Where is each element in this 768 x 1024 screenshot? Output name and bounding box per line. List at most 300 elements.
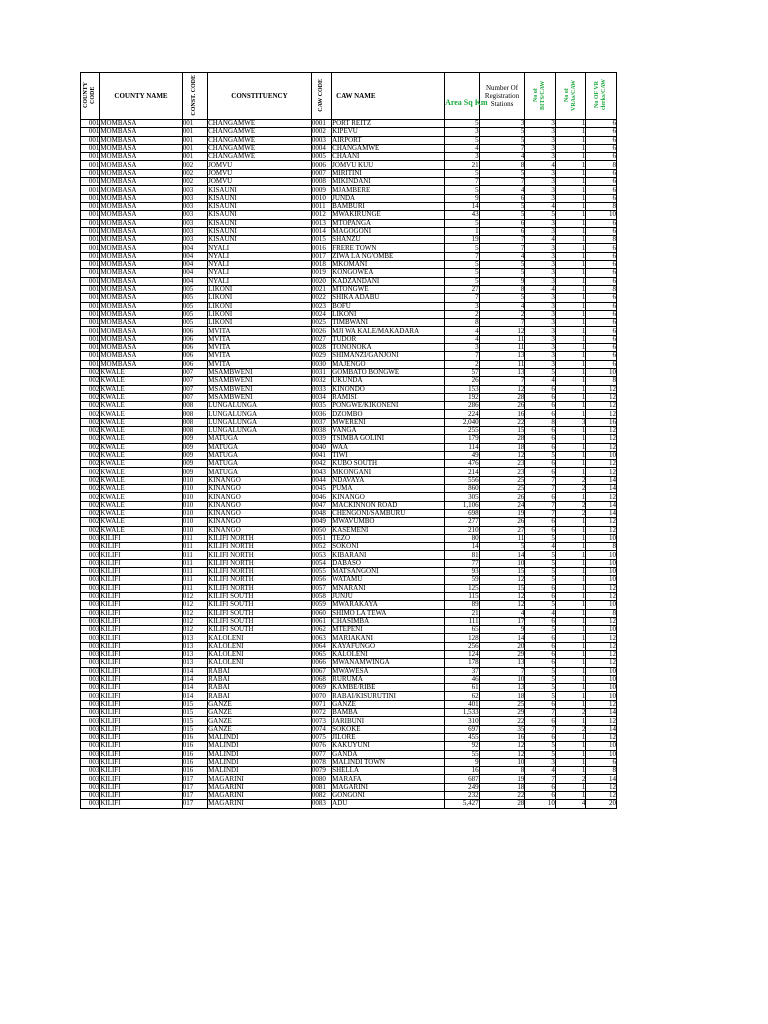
cell-bits: 3	[525, 252, 556, 260]
cell-county-name: KILIFI	[100, 667, 182, 675]
cell-const-code: 015	[182, 709, 207, 717]
cell-caw-name: SHANZU	[332, 236, 445, 244]
cell-caw-code: 0009	[311, 186, 331, 194]
cell-county-name: KWALE	[100, 526, 182, 534]
cell-caw-name: SHIKA ADABU	[332, 294, 445, 302]
cell-county-code: 001	[81, 319, 100, 327]
cell-bits: 4	[525, 285, 556, 293]
cell-clerks: 14	[586, 725, 617, 733]
cell-vras: 1	[555, 128, 586, 136]
cell-vras: 4	[555, 800, 586, 808]
table-row	[81, 551, 617, 559]
cell-stations: 4	[479, 153, 525, 161]
cell-area: 476	[445, 460, 480, 468]
cell-vras: 1	[555, 385, 586, 393]
cell-caw-code: 0003	[311, 136, 331, 144]
cell-stations: 7	[479, 377, 525, 385]
cell-caw-code: 0016	[311, 244, 331, 252]
cell-county-name: KWALE	[100, 368, 182, 376]
cell-clerks: 12	[586, 651, 617, 659]
cell-caw-name: MIKINDANI	[332, 178, 445, 186]
cell-area: 124	[445, 651, 480, 659]
cell-area: 61	[445, 684, 480, 692]
cell-stations: 8	[479, 285, 525, 293]
cell-clerks: 12	[586, 426, 617, 434]
cell-vras: 1	[555, 393, 586, 401]
cell-clerks: 6	[586, 302, 617, 310]
cell-county-code: 002	[81, 485, 100, 493]
cell-caw-name: GOMBATO BONGWE	[332, 368, 445, 376]
cell-constituency: KILIFI NORTH	[208, 543, 312, 551]
cell-county-code: 001	[81, 335, 100, 343]
cell-county-name: KWALE	[100, 460, 182, 468]
cell-bits: 6	[525, 410, 556, 418]
cell-stations: 26	[479, 493, 525, 501]
cell-constituency: KILIFI NORTH	[208, 576, 312, 584]
table-row	[81, 717, 617, 725]
cell-county-code: 003	[81, 576, 100, 584]
cell-area: 5	[445, 269, 480, 277]
cell-vras: 1	[555, 568, 586, 576]
cell-constituency: LUNGALUNGA	[208, 410, 312, 418]
cell-constituency: KILIFI NORTH	[208, 559, 312, 567]
cell-stations: 7	[479, 244, 525, 252]
cell-county-name: MOMBASA	[100, 194, 182, 202]
cell-stations: 5	[479, 261, 525, 269]
cell-county-code: 001	[81, 294, 100, 302]
cell-stations: 12	[479, 750, 525, 758]
cell-caw-code: 0022	[311, 294, 331, 302]
cell-caw-name: TSIMBA GOLINI	[332, 435, 445, 443]
cell-county-code: 003	[81, 601, 100, 609]
cell-caw-code: 0076	[311, 742, 331, 750]
cell-vras: 1	[555, 576, 586, 584]
table-body	[81, 120, 617, 809]
cell-const-code: 008	[182, 402, 207, 410]
cell-area: 3	[445, 128, 480, 136]
cell-clerks: 12	[586, 659, 617, 667]
cell-area: 401	[445, 700, 480, 708]
cell-bits: 5	[525, 368, 556, 376]
cell-county-code: 003	[81, 692, 100, 700]
table-row	[81, 443, 617, 451]
cell-caw-name: MJAMBERE	[332, 186, 445, 194]
cell-stations: 11	[479, 335, 525, 343]
cell-constituency: MALINDI	[208, 758, 312, 766]
cell-bits: 6	[525, 460, 556, 468]
cell-county-code: 002	[81, 418, 100, 426]
cell-clerks: 10	[586, 211, 617, 219]
cell-caw-name: CHAANI	[332, 153, 445, 161]
cell-county-name: KILIFI	[100, 800, 182, 808]
cell-caw-code: 0024	[311, 310, 331, 318]
cell-clerks: 12	[586, 733, 617, 741]
cell-county-code: 001	[81, 144, 100, 152]
cell-vras: 1	[555, 435, 586, 443]
cell-area: 89	[445, 601, 480, 609]
cell-caw-name: SOKONI	[332, 543, 445, 551]
cell-bits: 7	[525, 485, 556, 493]
cell-bits: 6	[525, 642, 556, 650]
table-row	[81, 634, 617, 642]
cell-caw-code: 0010	[311, 194, 331, 202]
cell-county-name: MOMBASA	[100, 144, 182, 152]
cell-stations: 5	[479, 128, 525, 136]
cell-bits: 6	[525, 393, 556, 401]
cell-caw-name: MALINDI TOWN	[332, 758, 445, 766]
cell-vras: 1	[555, 310, 586, 318]
cell-county-name: MOMBASA	[100, 310, 182, 318]
cell-clerks: 12	[586, 468, 617, 476]
cell-constituency: LIKONI	[208, 285, 312, 293]
cell-stations: 6	[479, 194, 525, 202]
cell-bits: 6	[525, 717, 556, 725]
cell-vras: 1	[555, 659, 586, 667]
cell-const-code: 016	[182, 733, 207, 741]
cell-constituency: KILIFI SOUTH	[208, 592, 312, 600]
table-row	[81, 576, 617, 584]
cell-area: 5	[445, 120, 480, 128]
cell-county-code: 003	[81, 775, 100, 783]
cell-const-code: 003	[182, 194, 207, 202]
cell-area: 5,427	[445, 800, 480, 808]
cell-stations: 24	[479, 501, 525, 509]
cell-stations: 16	[479, 733, 525, 741]
cell-constituency: MSAMBWENI	[208, 377, 312, 385]
cell-caw-code: 0073	[311, 717, 331, 725]
cell-clerks: 14	[586, 709, 617, 717]
cell-vras: 1	[555, 344, 586, 352]
cell-constituency: KINANGO	[208, 526, 312, 534]
cell-clerks: 6	[586, 186, 617, 194]
cell-constituency: KISAUNI	[208, 186, 312, 194]
cell-constituency: KALOLENI	[208, 634, 312, 642]
cell-area: 224	[445, 410, 480, 418]
cell-county-code: 002	[81, 402, 100, 410]
cell-caw-name: KINANGO	[332, 493, 445, 501]
cell-constituency: MSAMBWENI	[208, 385, 312, 393]
cell-area: 256	[445, 642, 480, 650]
cell-caw-name: CHASIMBA	[332, 617, 445, 625]
cell-bits: 5	[525, 601, 556, 609]
cell-bits: 6	[525, 385, 556, 393]
cell-area: 7	[445, 178, 480, 186]
cell-vras: 1	[555, 534, 586, 542]
cell-caw-name: PONGWE/KIKONENI	[332, 402, 445, 410]
cell-county-name: MOMBASA	[100, 327, 182, 335]
cell-constituency: LIKONI	[208, 310, 312, 318]
cell-caw-code: 0015	[311, 236, 331, 244]
cell-area: 7	[445, 294, 480, 302]
cell-constituency: GANZE	[208, 700, 312, 708]
cell-bits: 5	[525, 568, 556, 576]
table-row	[81, 742, 617, 750]
cell-bits: 5	[525, 750, 556, 758]
cell-county-name: KILIFI	[100, 725, 182, 733]
cell-stations: 8	[479, 161, 525, 169]
cell-clerks: 6	[586, 319, 617, 327]
cell-caw-name: TONONOKA	[332, 344, 445, 352]
cell-vras: 2	[555, 485, 586, 493]
cell-constituency: MAGARINI	[208, 800, 312, 808]
cell-stations: 4	[479, 252, 525, 260]
cell-clerks: 12	[586, 493, 617, 501]
cell-caw-name: GONGONI	[332, 792, 445, 800]
cell-constituency: LUNGALUNGA	[208, 426, 312, 434]
cell-constituency: MVITA	[208, 360, 312, 368]
cell-clerks: 14	[586, 476, 617, 484]
cell-county-code: 003	[81, 634, 100, 642]
cell-constituency: RABAI	[208, 667, 312, 675]
cell-county-name: KILIFI	[100, 742, 182, 750]
cell-stations: 12	[479, 576, 525, 584]
cell-bits: 5	[525, 675, 556, 683]
cell-county-code: 001	[81, 236, 100, 244]
cell-const-code: 006	[182, 344, 207, 352]
cell-const-code: 015	[182, 717, 207, 725]
cell-vras: 1	[555, 219, 586, 227]
cell-bits: 3	[525, 344, 556, 352]
cell-stations: 8	[479, 767, 525, 775]
cell-clerks: 14	[586, 501, 617, 509]
cell-caw-name: RURUMA	[332, 675, 445, 683]
cell-county-code: 003	[81, 717, 100, 725]
cell-constituency: KALOLENI	[208, 651, 312, 659]
cell-bits: 7	[525, 501, 556, 509]
cell-bits: 5	[525, 684, 556, 692]
cell-constituency: KINANGO	[208, 501, 312, 509]
table-row	[81, 186, 617, 194]
cell-county-code: 002	[81, 526, 100, 534]
cell-county-name: KWALE	[100, 402, 182, 410]
header-caw-name: CAW NAME	[332, 73, 445, 120]
table-row	[81, 684, 617, 692]
cell-vras: 1	[555, 377, 586, 385]
cell-const-code: 015	[182, 725, 207, 733]
cell-county-code: 001	[81, 194, 100, 202]
cell-stations: 9	[479, 277, 525, 285]
cell-caw-code: 0001	[311, 120, 331, 128]
cell-caw-name: DZOMBO	[332, 410, 445, 418]
cell-caw-name: MAGOGONI	[332, 227, 445, 235]
cell-stations: 18	[479, 443, 525, 451]
cell-stations: 5	[479, 543, 525, 551]
cell-bits: 7	[525, 476, 556, 484]
cell-constituency: KILIFI NORTH	[208, 551, 312, 559]
cell-caw-name: MWAKIRUNGE	[332, 211, 445, 219]
cell-stations: 23	[479, 460, 525, 468]
cell-stations: 6	[479, 219, 525, 227]
cell-county-code: 001	[81, 128, 100, 136]
cell-clerks: 12	[586, 385, 617, 393]
cell-clerks: 12	[586, 393, 617, 401]
cell-stations: 5	[479, 211, 525, 219]
cell-clerks: 10	[586, 368, 617, 376]
cell-area: 7	[445, 252, 480, 260]
cell-clerks: 6	[586, 269, 617, 277]
cell-bits: 5	[525, 559, 556, 567]
cell-caw-code: 0008	[311, 178, 331, 186]
cell-bits: 4	[525, 767, 556, 775]
cell-stations: 25	[479, 476, 525, 484]
cell-caw-code: 0033	[311, 385, 331, 393]
cell-county-name: KWALE	[100, 410, 182, 418]
cell-caw-name: CHANGAMWE	[332, 144, 445, 152]
cell-const-code: 009	[182, 460, 207, 468]
cell-const-code: 014	[182, 692, 207, 700]
cell-constituency: KISAUNI	[208, 211, 312, 219]
cell-area: 4	[445, 144, 480, 152]
cell-clerks: 12	[586, 526, 617, 534]
cell-const-code: 016	[182, 742, 207, 750]
cell-constituency: MAGARINI	[208, 775, 312, 783]
cell-bits: 4	[525, 543, 556, 551]
cell-clerks: 6	[586, 144, 617, 152]
cell-caw-code: 0074	[311, 725, 331, 733]
cell-county-code: 001	[81, 227, 100, 235]
cell-vras: 1	[555, 767, 586, 775]
cell-caw-code: 0039	[311, 435, 331, 443]
cell-county-name: KILIFI	[100, 775, 182, 783]
cell-caw-code: 0021	[311, 285, 331, 293]
cell-caw-name: KAKUYUNI	[332, 742, 445, 750]
cell-clerks: 12	[586, 460, 617, 468]
cell-caw-code: 0060	[311, 609, 331, 617]
cell-county-name: MOMBASA	[100, 277, 182, 285]
cell-caw-name: JOMVU KUU	[332, 161, 445, 169]
cell-stations: 12	[479, 601, 525, 609]
cell-county-code: 003	[81, 675, 100, 683]
cell-caw-code: 0031	[311, 368, 331, 376]
cell-caw-name: NDAVAYA	[332, 476, 445, 484]
cell-caw-code: 0052	[311, 543, 331, 551]
table-row	[81, 543, 617, 551]
cell-const-code: 009	[182, 443, 207, 451]
cell-caw-name: WATAMU	[332, 576, 445, 584]
cell-caw-name: KASEMENI	[332, 526, 445, 534]
cell-constituency: MVITA	[208, 327, 312, 335]
cell-clerks: 10	[586, 742, 617, 750]
cell-area: 687	[445, 775, 480, 783]
cell-bits: 7	[525, 775, 556, 783]
cell-clerks: 6	[586, 360, 617, 368]
cell-bits: 5	[525, 211, 556, 219]
cell-const-code: 001	[182, 128, 207, 136]
cell-area: 192	[445, 393, 480, 401]
cell-caw-code: 0057	[311, 584, 331, 592]
cell-const-code: 004	[182, 277, 207, 285]
cell-area: 277	[445, 518, 480, 526]
cell-county-code: 001	[81, 161, 100, 169]
cell-bits: 8	[525, 418, 556, 426]
cell-county-name: MOMBASA	[100, 211, 182, 219]
cell-bits: 3	[525, 227, 556, 235]
header-const-code: CONST. CODE	[182, 73, 207, 120]
cell-clerks: 6	[586, 335, 617, 343]
cell-area: 697	[445, 725, 480, 733]
cell-caw-name: RABAI/KISURUTINI	[332, 692, 445, 700]
cell-vras: 1	[555, 601, 586, 609]
cell-vras: 1	[555, 236, 586, 244]
cell-stations: 20	[479, 642, 525, 650]
cell-stations: 17	[479, 617, 525, 625]
cell-county-name: KILIFI	[100, 642, 182, 650]
cell-bits: 6	[525, 435, 556, 443]
cell-bits: 3	[525, 360, 556, 368]
cell-bits: 3	[525, 194, 556, 202]
cell-area: 255	[445, 426, 480, 434]
cell-constituency: KINANGO	[208, 509, 312, 517]
cell-const-code: 011	[182, 576, 207, 584]
cell-vras: 1	[555, 675, 586, 683]
cell-stations: 25	[479, 700, 525, 708]
cell-bits: 3	[525, 269, 556, 277]
cell-clerks: 12	[586, 617, 617, 625]
cell-const-code: 009	[182, 468, 207, 476]
cell-stations: 7	[479, 236, 525, 244]
cell-const-code: 005	[182, 294, 207, 302]
cell-bits: 7	[525, 709, 556, 717]
cell-caw-name: PUMA	[332, 485, 445, 493]
cell-area: 305	[445, 493, 480, 501]
cell-const-code: 002	[182, 161, 207, 169]
cell-const-code: 011	[182, 559, 207, 567]
table-row	[81, 327, 617, 335]
cell-area: 2,040	[445, 418, 480, 426]
cell-county-code: 002	[81, 476, 100, 484]
cell-caw-code: 0069	[311, 684, 331, 692]
cell-vras: 1	[555, 120, 586, 128]
cell-area: 5	[445, 261, 480, 269]
cell-const-code: 008	[182, 410, 207, 418]
cell-const-code: 005	[182, 302, 207, 310]
cell-bits: 5	[525, 534, 556, 542]
table-row	[81, 128, 617, 136]
cell-const-code: 003	[182, 219, 207, 227]
cell-county-name: MOMBASA	[100, 302, 182, 310]
cell-caw-code: 0002	[311, 128, 331, 136]
cell-caw-code: 0025	[311, 319, 331, 327]
cell-caw-code: 0059	[311, 601, 331, 609]
cell-vras: 1	[555, 443, 586, 451]
cell-caw-name: SOKOKE	[332, 725, 445, 733]
cell-caw-code: 0080	[311, 775, 331, 783]
cell-clerks: 6	[586, 758, 617, 766]
cell-area: 55	[445, 750, 480, 758]
cell-vras: 1	[555, 468, 586, 476]
cell-constituency: NYALI	[208, 269, 312, 277]
cell-area: 232	[445, 792, 480, 800]
cell-area: 1	[445, 227, 480, 235]
cell-stations: 14	[479, 551, 525, 559]
cell-caw-name: KALOLENI	[332, 651, 445, 659]
cell-stations: 28	[479, 435, 525, 443]
cell-caw-code: 0019	[311, 269, 331, 277]
cell-const-code: 001	[182, 153, 207, 161]
cell-caw-name: SHIMO LA TEWA	[332, 609, 445, 617]
cell-caw-code: 0044	[311, 476, 331, 484]
cell-stations: 13	[479, 352, 525, 360]
cell-caw-name: KAYAFUNGO	[332, 642, 445, 650]
cell-constituency: MATUGA	[208, 460, 312, 468]
cell-county-code: 002	[81, 518, 100, 526]
cell-caw-name: KIPEVU	[332, 128, 445, 136]
cell-bits: 3	[525, 310, 556, 318]
cell-stations: 22	[479, 418, 525, 426]
cell-constituency: MVITA	[208, 344, 312, 352]
cell-const-code: 005	[182, 285, 207, 293]
cell-area: 114	[445, 443, 480, 451]
